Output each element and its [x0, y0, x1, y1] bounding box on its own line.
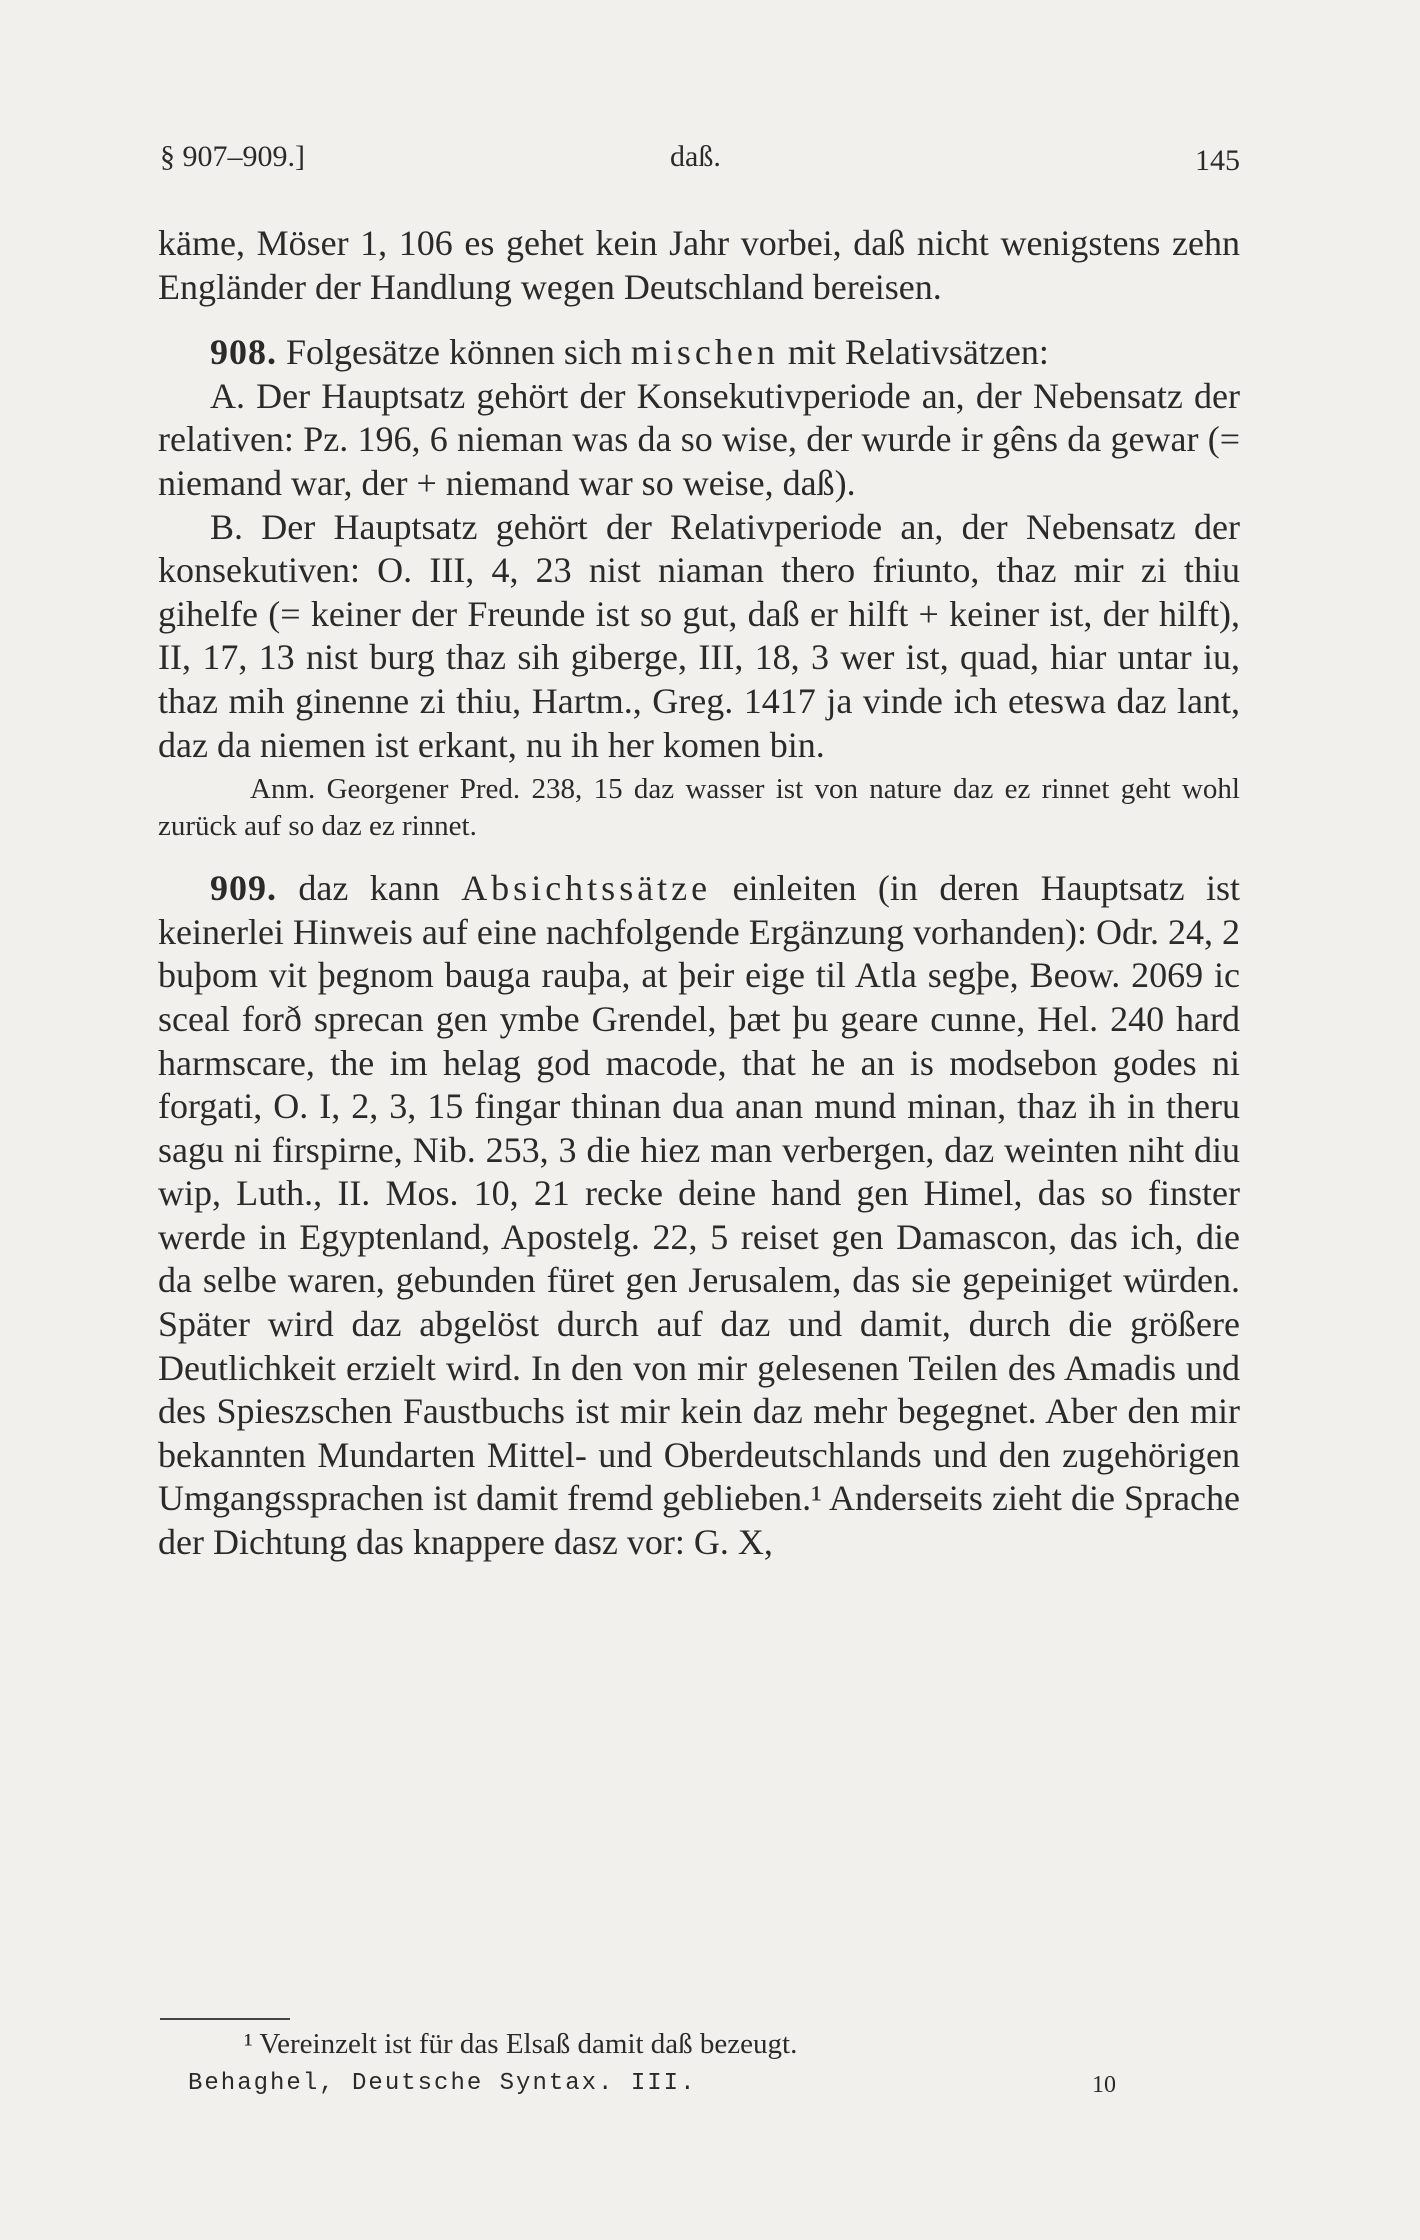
- section-908-point-a: A. Der Hauptsatz gehört der Konsekutivperiode an, der Nebensatz der relativen: Pz. 196, 6 nieman was da so wise, der wurde ir gêns da gewar (= niemand war, der + niemand war so weise, daß).: [158, 375, 1240, 503]
- running-head-keyword: daß.: [670, 140, 721, 173]
- section-909-text: einleiten (in deren Hauptsatz ist keinerlei Hinweis auf eine nachfolgende Ergänzung vorhanden): Odr. 24, 2 buþom vit þegnom bauga rauþa, at þeir eige til Atla segþe, Beow. 2069 ic sceal forð sprecan gen ymbe Grendel, þæt þu geare cunne, Hel. 240 hard harmscare, the im helag god macode, that he an is modsebon godes ni forgati, O. I, 2, 3, 15 fingar thinan dua anan mund minan, thaz ih in theru sagu ni firspirne, Nib. 253, 3 die hiez man verbergen, daz weinten niht diu wip, Luth., II. Mos. 10, 21 recke deine hand gen Himel, das so finster werde in Egyptenland, Apostelg. 22, 5 reiset gen Damascon, das ich, die da selbe waren, gebunden füret gen Jerusalem, das sie gepeiniget würden. Später wird daz abgelöst durch auf daz und damit, durch die größere Deutlichkeit erzielt wird. In den von mir gelesenen Teilen des Amadis und des Spieszschen Faustbuchs ist mir kein daz mehr begegnet. Aber den mir bekannten Mundarten Mittel- und Oberdeutschlands und den zugehörigen Umgangssprachen ist damit fremd geblieben.¹ Anderseits zieht die Sprache der Dichtung das knappere dasz vor: G. X,: [158, 868, 1241, 1563]
- section-908-note: Anm. Georgener Pred. 238, 15 daz wasser ist von nature daz ez rinnet geht wohl zurück auf so daz ez rinnet.: [158, 773, 1240, 843]
- section-range: § 907–909.]: [160, 140, 305, 173]
- footnote-divider: [160, 2018, 290, 2020]
- section-909-spaced-word: Absichtssätze: [461, 868, 712, 909]
- section-908-intro-b: mit Relativsätzen:: [787, 332, 1049, 373]
- section-908-spaced-word: mischen: [630, 332, 779, 373]
- section-909-paragraph: [158, 867, 1240, 1565]
- running-head: [160, 140, 1240, 180]
- body-text: [158, 222, 1240, 1565]
- footnote: ¹ Vereinzelt ist für das Elsaß damit daß bezeugt.: [244, 2028, 798, 2060]
- section-number-908: 908.: [210, 332, 277, 373]
- section-908-point-b: B. Der Hauptsatz gehört der Relativperiode an, der Nebensatz der konsekutiven: O. III, 4, 23 nist niaman thero friunto, thaz mir zi thiu gihelfe (= keiner der Freunde ist so gut, daß er hilft + keiner ist, der hilft), II, 17, 13 nist burg thaz sih giberge, III, 18, 3 wer ist, quad, hiar untar iu, thaz mih ginenne zi thiu, Hartm., Greg. 1417 ja vinde ich eteswa daz lant, daz da niemen ist erkant, nu ih her komen bin.: [158, 506, 1240, 765]
- printer-signature: Behaghel, Deutsche Syntax. III.: [188, 2070, 697, 2097]
- section-number-909: 909.: [210, 868, 277, 909]
- paragraph-907-continuation: käme, Möser 1, 106 es gehet kein Jahr vorbei, daß nicht wenigstens zehn Engländer der Handlung wegen Deutschland bereisen.: [158, 223, 1240, 307]
- section-908-intro-a: Folgesätze können sich: [286, 332, 622, 373]
- section-909-intro-a: daz kann: [298, 868, 440, 909]
- section-908-intro: [158, 331, 1240, 375]
- sheet-number: 10: [1092, 2072, 1116, 2098]
- page-number: 145: [1195, 144, 1240, 177]
